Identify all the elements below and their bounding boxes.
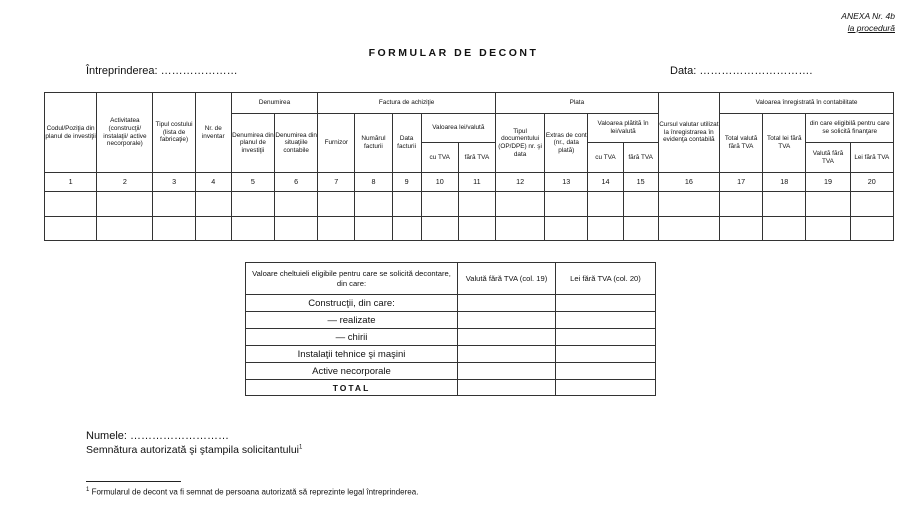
table-cell[interactable] (45, 217, 97, 241)
header-group-valoarea-lei: Valoarea lei/valută (421, 114, 495, 143)
summary-row-instalatii: Instalaţii tehnice şi maşini (246, 346, 458, 363)
table-cell[interactable] (318, 217, 355, 241)
table-cell[interactable] (588, 192, 623, 217)
header-group-eligibila: din care eligibilă pentru care se solicită finanţare (806, 114, 894, 143)
table-cell[interactable] (97, 192, 153, 217)
table-cell[interactable] (153, 217, 195, 241)
table-cell[interactable] (623, 192, 658, 217)
column-number: 17 (720, 173, 763, 192)
form-title: FORMULAR DE DECONT (368, 47, 539, 59)
header-col14: cu TVA (588, 143, 623, 173)
table-cell[interactable] (545, 217, 588, 241)
header-col18: Total lei fără TVA (763, 114, 806, 173)
footnote (86, 487, 418, 497)
summary-row-realizate: — realizate (246, 312, 458, 329)
table-cell[interactable] (763, 192, 806, 217)
summary-row-total: TOTAL (246, 380, 458, 396)
column-number: 18 (763, 173, 806, 192)
column-number: 1 (45, 173, 97, 192)
table-cell[interactable] (806, 217, 850, 241)
footnote-reference: 1 (299, 444, 303, 451)
table-cell[interactable] (97, 217, 153, 241)
table-cell[interactable] (231, 217, 274, 241)
table-cell[interactable] (850, 217, 893, 241)
header-col8: Numărul facturii (355, 114, 392, 173)
header-group-plata: Plata (495, 93, 658, 114)
summary-header-valuta: Valută fără TVA (col. 19) (458, 263, 556, 295)
summary-cell[interactable] (458, 346, 556, 363)
summary-cell[interactable] (556, 295, 656, 312)
table-cell[interactable] (195, 192, 231, 217)
column-number: 12 (495, 173, 544, 192)
table-cell[interactable] (153, 192, 195, 217)
header-col10: cu TVA (421, 143, 458, 173)
column-number: 20 (850, 173, 893, 192)
summary-cell[interactable] (556, 363, 656, 380)
column-number: 3 (153, 173, 195, 192)
table-cell[interactable] (763, 217, 806, 241)
table-cell[interactable] (392, 192, 421, 217)
table-cell[interactable] (195, 217, 231, 241)
summary-cell[interactable] (458, 312, 556, 329)
table-cell[interactable] (850, 192, 893, 217)
header-col13: Extras de cont (nr., data plată) (545, 114, 588, 173)
table-cell[interactable] (275, 192, 318, 217)
column-number: 11 (458, 173, 495, 192)
table-cell[interactable] (720, 217, 763, 241)
table-cell[interactable] (545, 192, 588, 217)
header-group-inregistrata: Valoarea înregistrată în contabilitate (720, 93, 894, 114)
signature-line (86, 444, 302, 456)
header-col3: Tipul costului (lista de fabricaţie) (153, 93, 195, 173)
header-group-factura: Factura de achiziţie (318, 93, 496, 114)
table-cell[interactable] (720, 192, 763, 217)
table-row (45, 192, 894, 217)
summary-cell[interactable] (458, 380, 556, 396)
summary-row-constructii: Construcţii, din care: (246, 295, 458, 312)
annex-number: ANEXA Nr. 4b (841, 11, 895, 21)
header-col15: fără TVA (623, 143, 658, 173)
footnote-text: Formularul de decont va fi semnat de persoana autorizată să reprezinte legal întreprinderea. (89, 487, 419, 497)
summary-cell[interactable] (556, 329, 656, 346)
table-cell[interactable] (458, 192, 495, 217)
header-col6: Denumirea din situaţiile contabile (275, 114, 318, 173)
table-cell[interactable] (806, 192, 850, 217)
table-cell[interactable] (658, 217, 719, 241)
column-number: 4 (195, 173, 231, 192)
column-number: 13 (545, 173, 588, 192)
column-number: 14 (588, 173, 623, 192)
column-number: 9 (392, 173, 421, 192)
column-number: 6 (275, 173, 318, 192)
column-number: 8 (355, 173, 392, 192)
header-col2: Activitatea (construcţii/ instalaţii/ active necorporale) (97, 93, 153, 173)
table-cell[interactable] (392, 217, 421, 241)
procedure-reference: la procedură (847, 23, 895, 33)
date-field: Data: …………………………. (670, 65, 813, 77)
summary-cell[interactable] (458, 329, 556, 346)
header-col11: fără TVA (458, 143, 495, 173)
summary-row-chirii: — chirii (246, 329, 458, 346)
column-number: 10 (421, 173, 458, 192)
summary-cell[interactable] (556, 312, 656, 329)
footnote-number: 1 (86, 487, 90, 493)
header-col1: Codul/Poziţia din planul de investiţii (45, 93, 97, 173)
table-cell[interactable] (275, 217, 318, 241)
column-number: 15 (623, 173, 658, 192)
column-number: 16 (658, 173, 719, 192)
summary-row-active: Active necorporale (246, 363, 458, 380)
table-cell[interactable] (45, 192, 97, 217)
table-cell[interactable] (355, 217, 392, 241)
table-cell[interactable] (355, 192, 392, 217)
header-col9: Data facturii (392, 114, 421, 173)
table-cell[interactable] (658, 192, 719, 217)
company-field: Întreprinderea: ………………… (86, 65, 238, 77)
summary-cell[interactable] (458, 295, 556, 312)
table-cell[interactable] (623, 217, 658, 241)
table-cell[interactable] (458, 217, 495, 241)
signature-text: Semnătura autorizată şi ştampila solicitantului (86, 444, 300, 456)
summary-cell[interactable] (458, 363, 556, 380)
header-col4: Nr. de inventar (195, 93, 231, 173)
table-cell[interactable] (495, 217, 544, 241)
header-col19: Valută fără TVA (806, 143, 850, 173)
column-number: 7 (318, 173, 355, 192)
footnote-divider (86, 481, 181, 482)
header-col7: Furnizor (318, 114, 355, 173)
table-cell[interactable] (588, 217, 623, 241)
table-cell[interactable] (231, 192, 274, 217)
column-number: 5 (231, 173, 274, 192)
summary-cell[interactable] (556, 380, 656, 396)
header-col12: Tipul documentului (OP/DPE) nr. şi data (495, 114, 544, 173)
summary-header-label: Valoare cheltuieli eligibile pentru care se solicită decontare, din care: (246, 263, 458, 295)
table-cell[interactable] (421, 217, 458, 241)
header-col20: Lei fără TVA (850, 143, 893, 173)
header-col17: Total valută fără TVA (720, 114, 763, 173)
name-field: Numele: ……………………… (86, 430, 230, 442)
header-col16: Cursul valutar utilizat la înregistrarea în evidenţa contabilă (658, 93, 719, 173)
expense-table (44, 92, 894, 241)
column-number: 2 (97, 173, 153, 192)
summary-cell[interactable] (556, 346, 656, 363)
header-group-valoarea-platita: Valoarea plătită în lei/valută (588, 114, 658, 143)
table-cell[interactable] (318, 192, 355, 217)
table-row (45, 217, 894, 241)
summary-header-lei: Lei fără TVA (col. 20) (556, 263, 656, 295)
summary-table (245, 262, 656, 396)
column-number: 19 (806, 173, 850, 192)
header-col5: Denumirea din planul de investiţii (231, 114, 274, 173)
table-cell[interactable] (495, 192, 544, 217)
table-cell[interactable] (421, 192, 458, 217)
header-group-denumirea: Denumirea (231, 93, 317, 114)
